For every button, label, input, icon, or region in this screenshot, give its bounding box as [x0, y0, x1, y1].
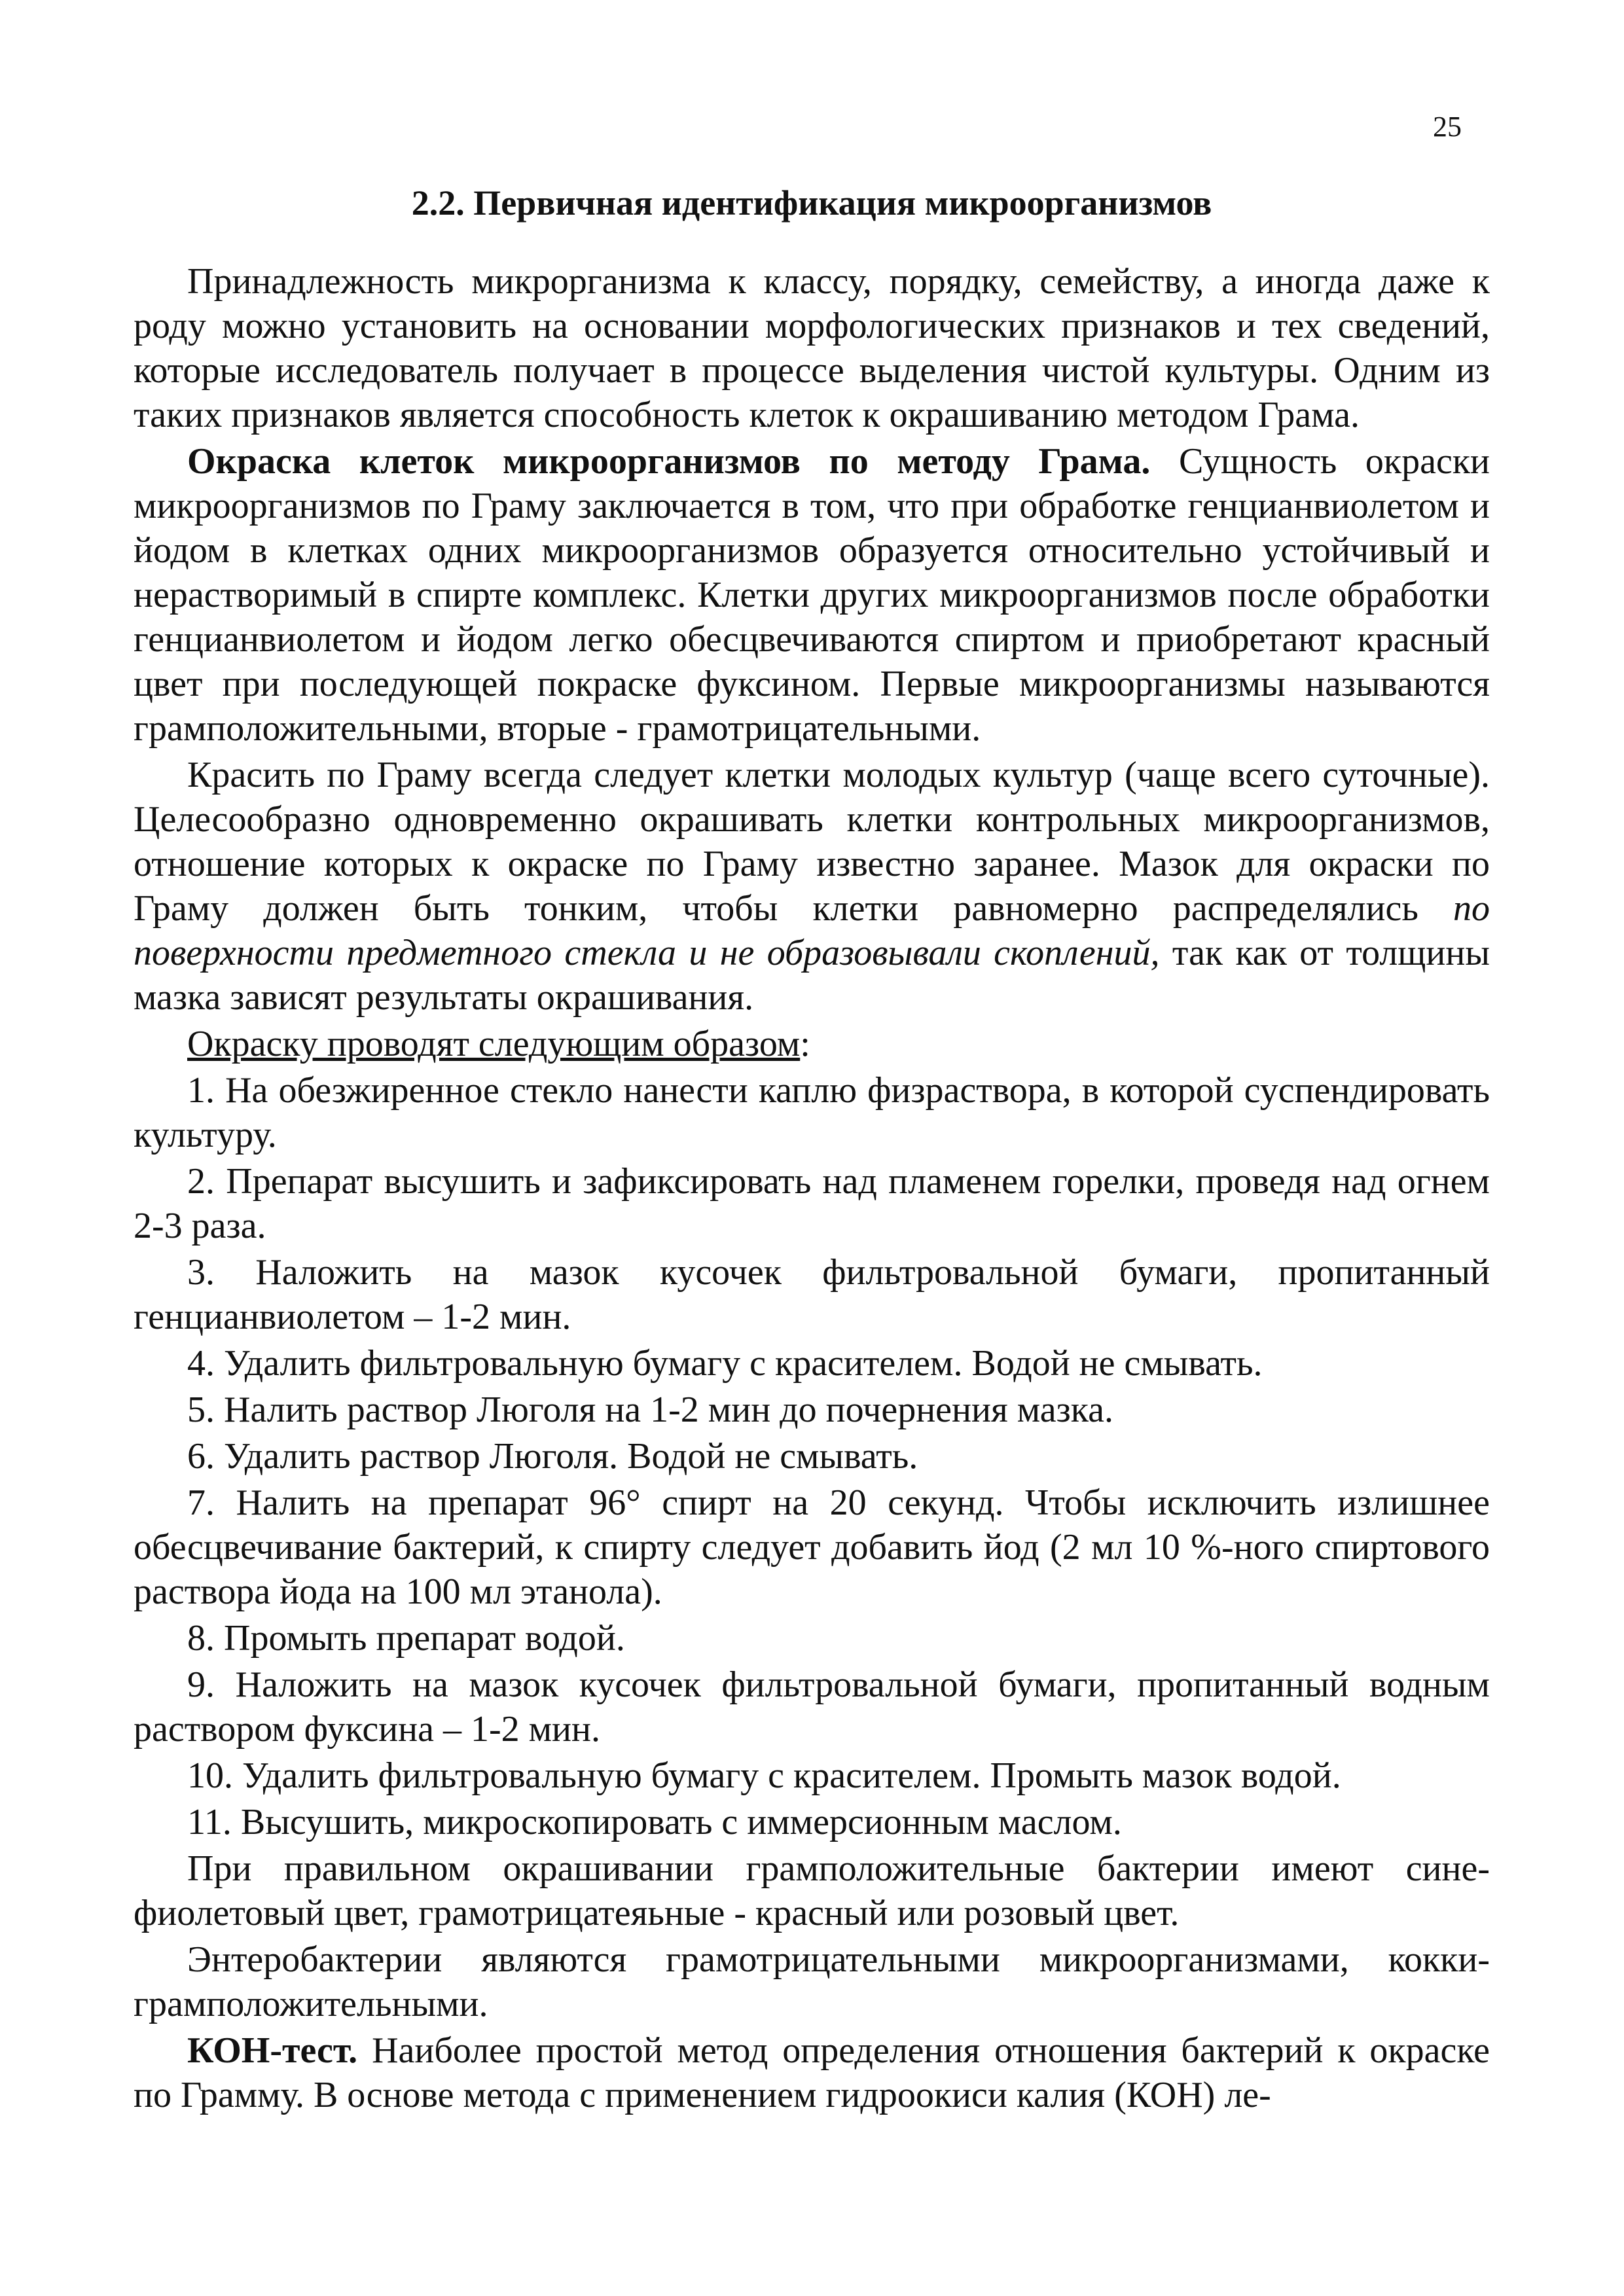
- procedure-step: 8. Промыть препарат водой.: [187, 1618, 625, 1659]
- procedure-step: 10. Удалить фильтровальную бумагу с красителем. Промыть мазок водой.: [187, 1755, 1341, 1796]
- page-number: 25: [1433, 111, 1462, 143]
- gram-heading: Окраска клеток микроорганизмов по методу Грама.: [187, 441, 1151, 482]
- stain-italic: по поверхности предметного стекла и не образовывали скоплений,: [134, 888, 1490, 973]
- procedure-step: 1. На обезжиренное стекло нанести каплю физраствора, в которой суспендировать культуру.: [134, 1070, 1490, 1155]
- stain-intro: Красить по Граму всегда следует клетки молодых культур (чаще всего суточные). Целесообразно одновременно окрашивать клетки контрольных микроорганизмов, отношение которых к окраске по Граму известно заранее. Мазок для окраски по Граму должен быть тонким, чтобы клетки равномерно распределялись: [134, 755, 1490, 929]
- procedure-heading-line: [134, 1022, 1490, 1066]
- gram-paragraph: [134, 439, 1490, 751]
- procedure-step: 7. Налить на препарат 96° спирт на 20 секунд. Чтобы исключить излишнее обесцвечивание бактерий, к спирту следует добавить йод (2 мл 10 %-ного спиртового раствора йода на 100 мл этанола).: [134, 1482, 1490, 1612]
- procedure-step: 3. Наложить на мазок кусочек фильтровальной бумаги, пропитанный генцианвиолетом – 1-2 мин.: [134, 1252, 1490, 1337]
- koh-text: Наиболее простой метод определения отношения бактерий к окраске по Грамму. В основе метода с применением гидроокиси калия (КОН) ле-: [134, 2030, 1490, 2115]
- procedure-step: 9. Наложить на мазок кусочек фильтровальной бумаги, пропитанный водным раствором фуксина – 1-2 мин.: [134, 1664, 1490, 1749]
- procedure-step: 2. Препарат высушить и зафиксировать над пламенем горелки, проведя над огнем 2-3 раза.: [134, 1161, 1490, 1246]
- stain-paragraph: [134, 753, 1490, 1020]
- procedure-step: 6. Удалить раствор Люголя. Водой не смывать.: [187, 1436, 918, 1477]
- gram-text: Сущность окраски микроорганизмов по Граму заключается в том, что при обработке генцианвиолетом и йодом в клетках одних микроорганизмов образуется относительно устойчивый и нерастворимый в спирте комплекс. Клетки других микроорганизмов после обработки генцианвиолетом и йодом легко обесцвечиваются спиртом и приобретают красный цвет при последующей покраске фуксином. Первые микроорганизмы называются грамположительными, вторые - грамотрицательными.: [134, 441, 1490, 749]
- section-title: 2.2. Первичная идентификация микроорганизмов: [411, 183, 1212, 223]
- procedure-colon: :: [800, 1024, 810, 1064]
- procedure-heading: Окраску проводят следующим образом: [187, 1024, 801, 1064]
- entero-paragraph: Энтеробактерии являются грамотрицательными микроорганизмами, кокки-грамположительными.: [134, 1939, 1490, 2024]
- koh-paragraph: [134, 2028, 1490, 2117]
- procedure-step: 4. Удалить фильтровальную бумагу с красителем. Водой не смывать.: [187, 1343, 1263, 1384]
- stain-end: так как от толщины мазка зависят результаты окрашивания.: [134, 933, 1490, 1018]
- intro-paragraph: Принадлежность микрорганизма к классу, порядку, семейству, а иногда даже к роду можно установить на основании морфологических признаков и тех сведений, которые исследователь получает в процессе выделения чистой культуры. Одним из таких признаков является способность клеток к окрашиванию методом Грама.: [134, 261, 1490, 435]
- procedure-step: 5. Налить раствор Люголя на 1-2 мин до почернения мазка.: [187, 1390, 1113, 1430]
- page-content: [134, 181, 1490, 2119]
- koh-heading: КОН-тест.: [187, 2030, 358, 2071]
- result-paragraph: При правильном окрашивании грамположительные бактерии имеют сине-фиолетовый цвет, грамотрицатеяьные - красный или розовый цвет.: [134, 1848, 1490, 1933]
- procedure-step: 11. Высушить, микроскопировать с иммерсионным маслом.: [187, 1802, 1122, 1842]
